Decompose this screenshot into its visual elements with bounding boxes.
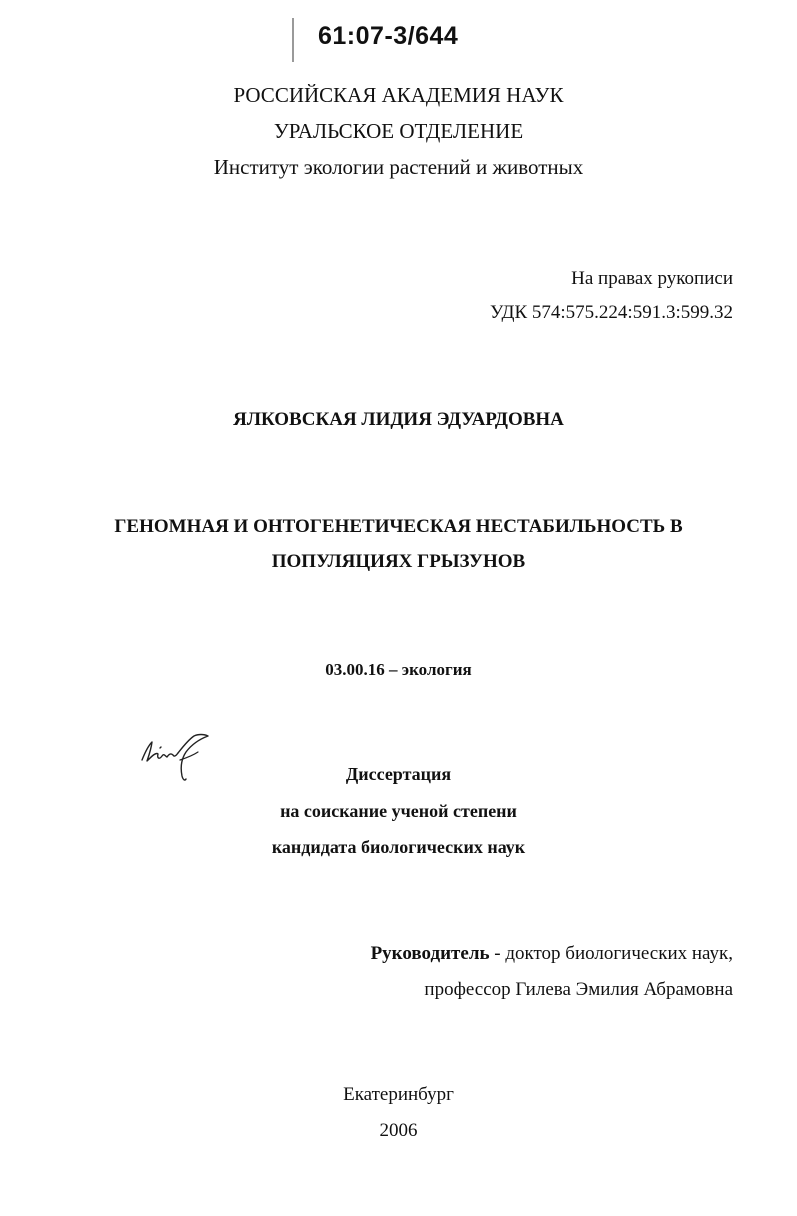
archive-stamp-code: 61:07-3/644 bbox=[318, 22, 459, 50]
specialty-code: 03.00.16 – экология bbox=[325, 660, 472, 679]
branch-name: УРАЛЬСКОЕ ОТДЕЛЕНИЕ bbox=[273, 119, 524, 143]
institute-name: Институт экологии растений и животных bbox=[213, 155, 584, 179]
author-name: ЯЛКОВСКАЯ ЛИДИЯ ЭДУАРДОВНА bbox=[233, 409, 564, 430]
manuscript-rights: На правах рукописи bbox=[571, 268, 733, 289]
udc-code: УДК 574:575.224:591.3:599.32 bbox=[489, 302, 733, 323]
stamp-divider bbox=[292, 18, 294, 62]
degree-purpose: на соискание ученой степени bbox=[280, 801, 517, 821]
thesis-title-line-2: ПОПУЛЯЦИЯХ ГРЫЗУНОВ bbox=[271, 551, 526, 572]
year: 2006 bbox=[379, 1120, 418, 1141]
academy-name: РОССИЙСКАЯ АКАДЕМИЯ НАУК bbox=[233, 83, 564, 107]
supervisor-name: профессор Гилева Эмилия Абрамовна bbox=[424, 979, 733, 1000]
thesis-title-line-1: ГЕНОМНАЯ И ОНТОГЕНЕТИЧЕСКАЯ НЕСТАБИЛЬНОСТЬ В bbox=[114, 516, 683, 537]
dissertation-label: Диссертация bbox=[345, 764, 452, 784]
supervisor-label: Руководитель bbox=[370, 943, 490, 964]
city: Екатеринбург bbox=[343, 1084, 454, 1105]
supervisor-separator: - bbox=[489, 943, 506, 964]
degree-name: кандидата биологических наук bbox=[271, 837, 526, 857]
supervisor-degree: доктор биологических наук, bbox=[505, 943, 733, 964]
supervisor-line bbox=[371, 943, 733, 965]
